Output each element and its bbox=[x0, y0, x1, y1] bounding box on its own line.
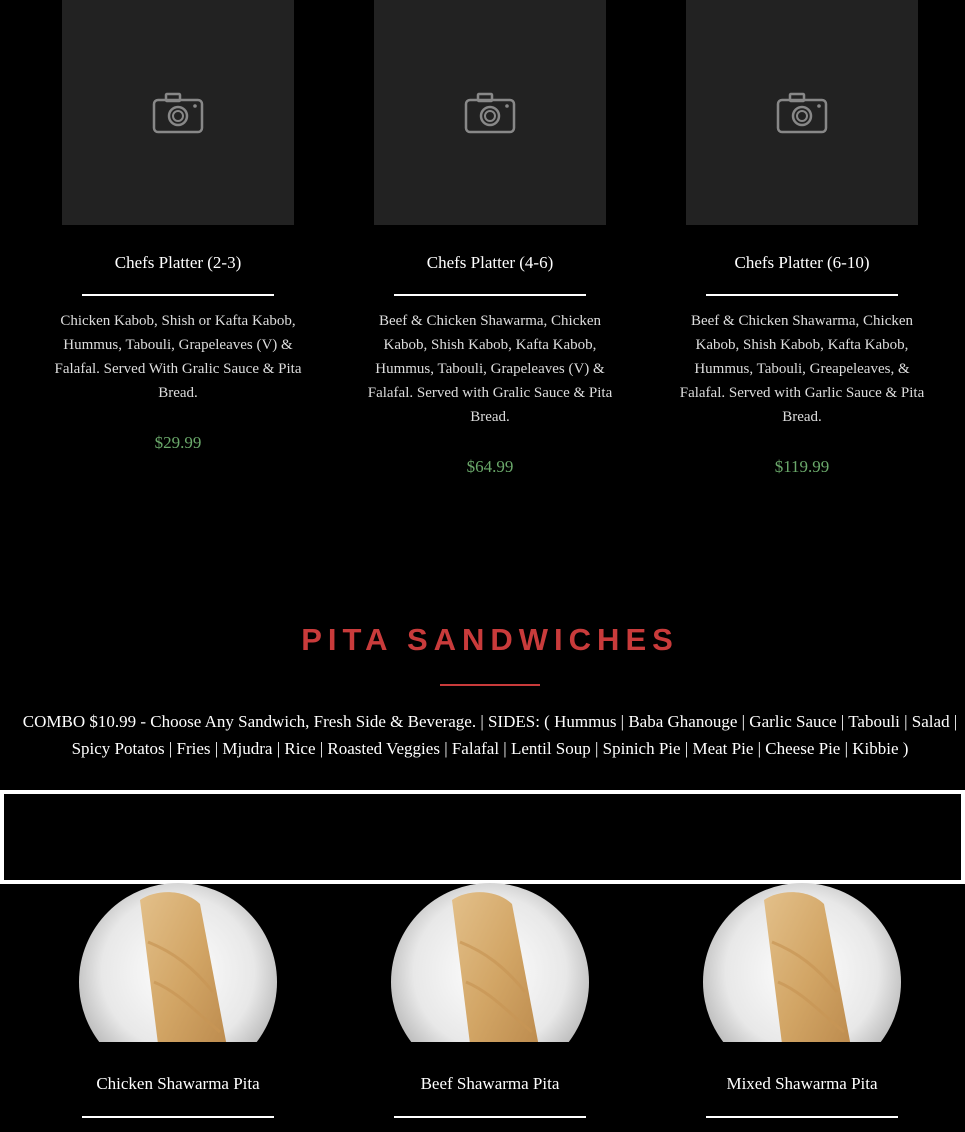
divider bbox=[394, 1116, 586, 1118]
section-title: PITA SANDWICHES bbox=[301, 622, 679, 657]
camera-icon bbox=[152, 92, 204, 134]
divider bbox=[82, 294, 274, 296]
pita-wrap-image bbox=[78, 882, 278, 1042]
platter-description: Beef & Chicken Shawarma, Chicken Kabob, Shish Kabob, Kafta Kabob, Hummus, Tabouli, Grapeleaves (V) & Falafal. Served with Gralic Sauce & Pita Bread. bbox=[367, 313, 613, 425]
platter-description: Beef & Chicken Shawarma, Chicken Kabob, Shish Kabob, Kafta Kabob, Hummus, Tabouli, Greapeleaves, & Falafal. Served with Garlic Sauce & Pita Bread. bbox=[679, 313, 925, 425]
sandwich-title[interactable]: Mixed Shawarma Pita bbox=[726, 1074, 878, 1093]
divider bbox=[706, 294, 898, 296]
sandwich-image[interactable] bbox=[390, 882, 590, 1042]
platter-price: $64.99 bbox=[466, 457, 514, 476]
combo-description: COMBO $10.99 - Choose Any Sandwich, Fresh Side & Beverage. | SIDES: ( Hummus | Baba Ghanouge | Garlic Sauce | Tabouli | Salad | Spicy Potatos | Fries | Mjudra | Rice | Roasted Veggies | Falafal | Lentil Soup | Spinich Pie | Meat Pie | Cheese Pie | Kibbie ) bbox=[22, 712, 958, 758]
platter-title[interactable]: Chefs Platter (4-6) bbox=[426, 253, 554, 272]
platter-title[interactable]: Chefs Platter (6-10) bbox=[734, 253, 870, 272]
camera-icon bbox=[776, 92, 828, 134]
pita-wrap-image bbox=[390, 882, 590, 1042]
sandwich-image[interactable] bbox=[702, 882, 902, 1042]
sandwich-image[interactable] bbox=[78, 882, 278, 1042]
platter-image-placeholder[interactable] bbox=[374, 0, 606, 225]
platter-image-placeholder[interactable] bbox=[62, 0, 294, 225]
camera-icon bbox=[464, 92, 516, 134]
platter-price: $29.99 bbox=[154, 433, 202, 452]
divider bbox=[394, 294, 586, 296]
divider bbox=[706, 1116, 898, 1118]
expanded-item-panel bbox=[0, 790, 965, 884]
platter-image-placeholder[interactable] bbox=[686, 0, 918, 225]
pita-wrap-image bbox=[702, 882, 902, 1042]
divider bbox=[82, 1116, 274, 1118]
section-divider bbox=[440, 684, 540, 686]
platter-title[interactable]: Chefs Platter (2-3) bbox=[114, 253, 242, 272]
platter-description: Chicken Kabob, Shish or Kafta Kabob, Hummus, Tabouli, Grapeleaves (V) & Falafal. Served With Gralic Sauce & Pita Bread. bbox=[54, 313, 302, 401]
sandwich-title[interactable]: Chicken Shawarma Pita bbox=[96, 1074, 260, 1093]
sandwich-title[interactable]: Beef Shawarma Pita bbox=[420, 1074, 560, 1093]
platter-price: $119.99 bbox=[774, 457, 830, 476]
